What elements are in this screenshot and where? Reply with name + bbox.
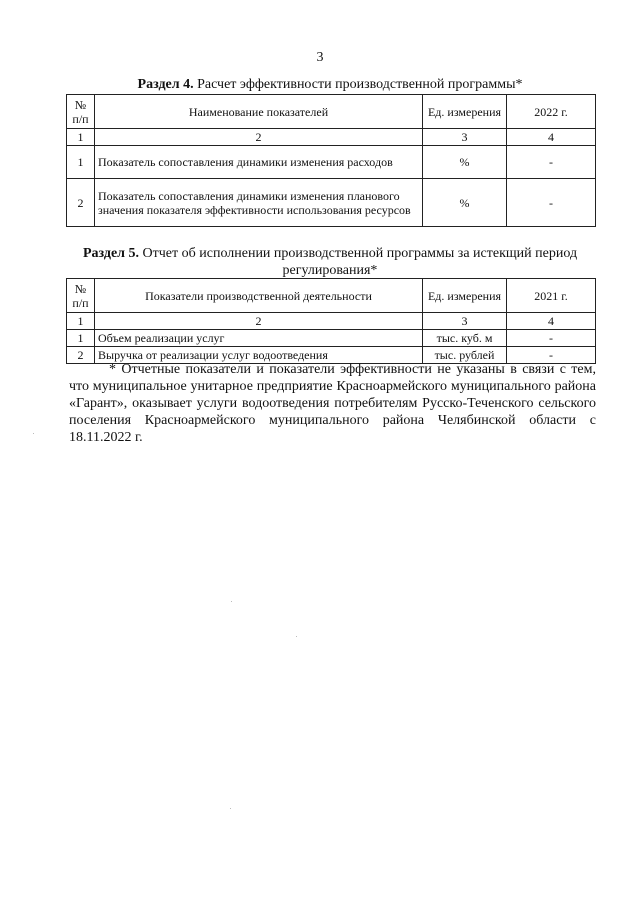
header-cell-year: 2021 г. [507, 279, 596, 313]
index-cell: 4 [507, 313, 596, 330]
index-cell: 1 [67, 313, 95, 330]
header-cell-number: № п/п [67, 279, 95, 313]
row-unit: тыс. рублей [423, 347, 507, 364]
section-4-title-text: Расчет эффективности производственной программы* [193, 77, 523, 92]
row-indicator: Выручка от реализации услуг водоотведения [95, 347, 423, 364]
index-cell: 2 [95, 129, 423, 146]
table-row [67, 146, 596, 179]
row-unit: % [423, 146, 507, 179]
row-number: 1 [67, 330, 95, 347]
scan-speck [296, 636, 297, 637]
header-cell-number: № п/п [67, 95, 95, 129]
scan-speck [230, 808, 231, 809]
footnote-text: * Отчетные показатели и показатели эффективности не указаны в связи с тем, что муниципальное унитарное предприятие Красноармейского муниципального района «Гарант», оказывает услуги водоотведения потребителям Русско-Теченского сельского поселения Красноармейского муниципального района Челябинской области с 18.11.2022 г. [69, 362, 596, 445]
row-indicator: Показатель сопоставления динамики изменения планового значения показателя эффективности использования ресурсов [95, 179, 423, 227]
row-indicator: Показатель сопоставления динамики изменения расходов [95, 146, 423, 179]
header-cell-indicator-name: Показатели производственной деятельности [95, 279, 423, 313]
table-index-row [67, 313, 596, 330]
row-number: 2 [67, 179, 95, 227]
section-4-table [66, 94, 596, 227]
section-4-title [66, 76, 594, 93]
row-value: - [507, 347, 596, 364]
header-cell-unit: Ед. измерения [423, 279, 507, 313]
section-5-title [66, 245, 594, 279]
scan-speck [33, 433, 34, 434]
row-indicator: Объем реализации услуг [95, 330, 423, 347]
header-cell-unit: Ед. измерения [423, 95, 507, 129]
table-header-row [67, 95, 596, 129]
section-5-title-text: Отчет об исполнении производственной программы за истекщий период регулирования* [139, 246, 578, 278]
index-cell: 4 [507, 129, 596, 146]
row-value: - [507, 146, 596, 179]
table-row [67, 330, 596, 347]
index-cell: 2 [95, 313, 423, 330]
table-index-row [67, 129, 596, 146]
table-row [67, 179, 596, 227]
index-cell: 1 [67, 129, 95, 146]
row-value: - [507, 330, 596, 347]
index-cell: 3 [423, 313, 507, 330]
page-number: 3 [316, 50, 324, 65]
row-number: 1 [67, 146, 95, 179]
table-header-row [67, 279, 596, 313]
row-unit: % [423, 179, 507, 227]
section-4-title-bold: Раздел 4. [137, 77, 194, 92]
header-cell-indicator-name: Наименование показателей [95, 95, 423, 129]
scan-speck [231, 601, 232, 602]
index-cell: 3 [423, 129, 507, 146]
row-number: 2 [67, 347, 95, 364]
header-cell-year: 2022 г. [507, 95, 596, 129]
row-unit: тыс. куб. м [423, 330, 507, 347]
section-5-title-bold: Раздел 5. [82, 246, 140, 261]
section-5-table [66, 278, 596, 364]
row-value: - [507, 179, 596, 227]
